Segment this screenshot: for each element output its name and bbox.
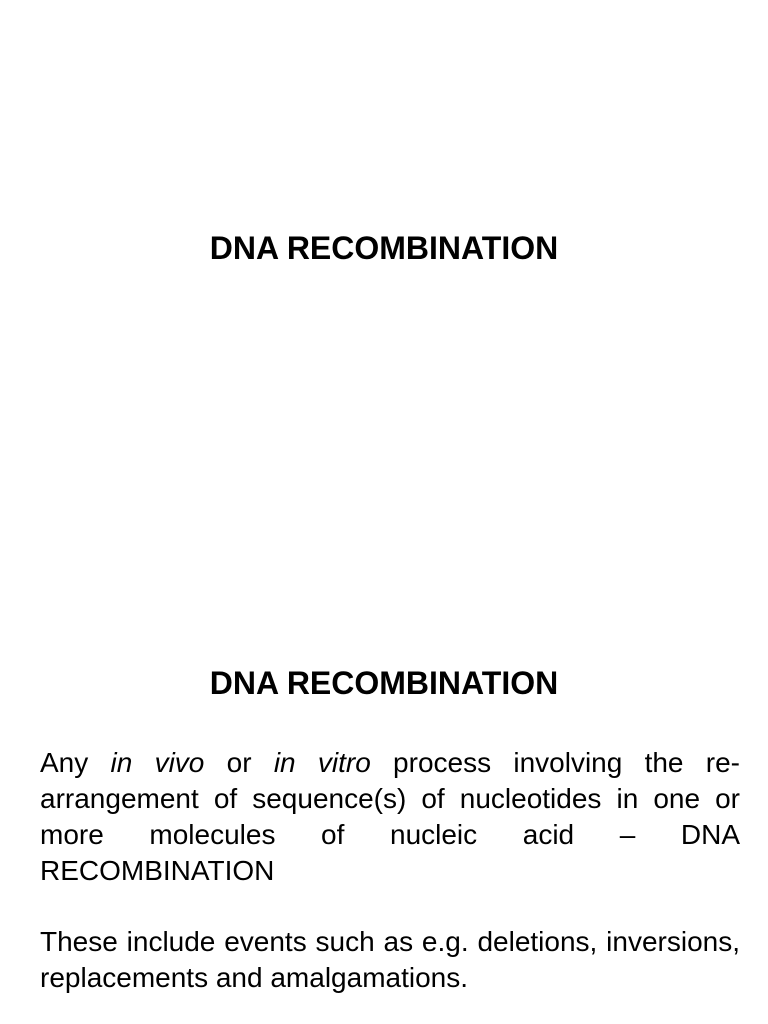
italic-term-in-vitro: in vitro: [273, 747, 371, 778]
italic-term-in-vivo: in vivo: [110, 747, 205, 778]
paragraph-text: Any: [40, 747, 111, 778]
definition-paragraph: [40, 745, 740, 889]
examples-paragraph: These include events such as e.g. deletions, inversions, replacements and amalgamations.: [40, 926, 740, 993]
paragraph-text: process involving the re-arrangement of sequence(s) of nucleotides in one or more molecules of nucleic acid – DNA RECOMBINATION: [40, 747, 740, 886]
section-title: DNA RECOMBINATION: [209, 665, 559, 701]
paragraph-text: or: [204, 747, 274, 778]
page-title: DNA RECOMBINATION: [209, 230, 559, 266]
